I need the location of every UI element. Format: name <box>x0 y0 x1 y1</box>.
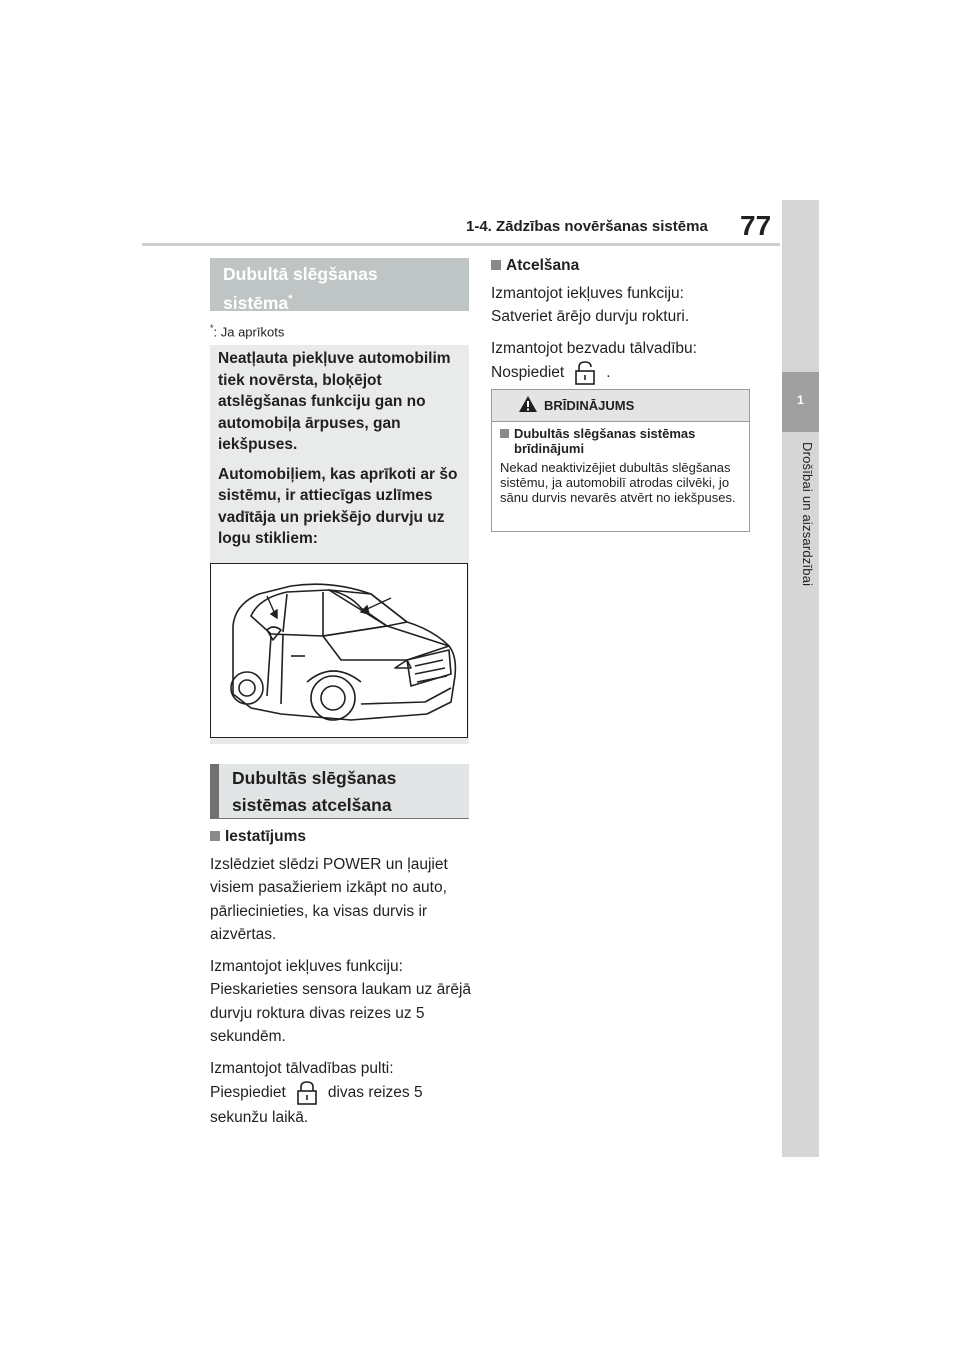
subheading-setting: Iestatījums <box>210 825 472 849</box>
heading-footnote-mark: * <box>288 293 293 305</box>
info-paragraph-1: Neatļauta piekļuve automobilim tiek novērsta, bloķējot atslēgšanas funkciju gan no automobiļa ārpuses, gan iekšpuses. <box>218 350 451 453</box>
unlock-icon <box>574 360 596 386</box>
paragraph-setting-1: Izslēdziet slēdzi POWER un ļaujiet visiem pasažieriem izkāpt no auto, pārliecinieties, ka visas durvis ir aizvērtas. <box>210 855 448 943</box>
warning-header <box>492 390 749 422</box>
paragraph-setting-2: Izmantojot iekļuves funkciju: Pieskarieties sensora laukam uz ārējā durvju roktura divas reizes uz 5 sekundēm. <box>210 957 472 1045</box>
chapter-title: Drošībai un aizsardzībai <box>800 442 815 587</box>
chapter-side-tab <box>782 200 819 1157</box>
paragraph-cancel-2: Izmantojot bezvadu tālvadību: Nospiediet . <box>491 337 753 387</box>
warning-title: BRĪDINĀJUMS <box>544 398 635 413</box>
heading-line-1: Dubultā slēgšanas <box>223 264 378 284</box>
warning-content <box>492 422 749 505</box>
car-illustration <box>210 563 468 738</box>
warning-body: Nekad neaktivizējiet dubultās slēgšanas sistēmu, ja automobilī atrodas cilvēki, jo sānu durvis nevarēs atvērt no iekšpuses. <box>500 460 736 505</box>
section-heading-cancel <box>210 764 469 819</box>
lock-icon <box>296 1080 318 1106</box>
paragraph-cancel-1: Izmantojot iekļuves funkciju: Satveriet ārējo durvju rokturi. <box>491 284 690 325</box>
info-text <box>218 348 466 558</box>
warning-triangle-icon <box>518 395 538 413</box>
square-bullet-icon <box>210 831 220 841</box>
section-heading-double-locking <box>210 258 469 311</box>
square-bullet-icon <box>491 260 501 270</box>
warning-subheading: Dubultās slēgšanas sistēmas brīdinājumi <box>500 426 741 456</box>
heading2-line-1: Dubultās slēgšanas <box>232 768 397 788</box>
paragraph-setting-3: Izmantojot tālvadības pulti: Piespiediet divas reizes 5 sekunžu laikā. <box>210 1059 423 1126</box>
subheading-cancel: Atcelšana <box>491 254 753 278</box>
left-body <box>210 825 472 1138</box>
section-header: 1-4. Zādzības novēršanas sistēma <box>466 218 708 235</box>
info-paragraph-2: Automobiļiem, kas aprīkoti ar šo sistēmu, ir attiecīgas uzlīmes vadītāja un priekšējo durvju uz logu stikliem: <box>218 465 458 547</box>
heading2-line-2: sistēmas atcelšana <box>232 795 392 815</box>
chapter-number: 1 <box>797 393 804 407</box>
warning-box <box>491 389 750 532</box>
header-divider <box>142 243 780 246</box>
right-body <box>491 254 753 394</box>
square-bullet-icon <box>500 429 509 438</box>
footnote: *: Ja aprīkots <box>210 323 285 340</box>
suv-drawing-icon <box>211 564 467 737</box>
heading-line-2: sistēma* <box>223 292 293 313</box>
page-number: 77 <box>740 210 772 241</box>
